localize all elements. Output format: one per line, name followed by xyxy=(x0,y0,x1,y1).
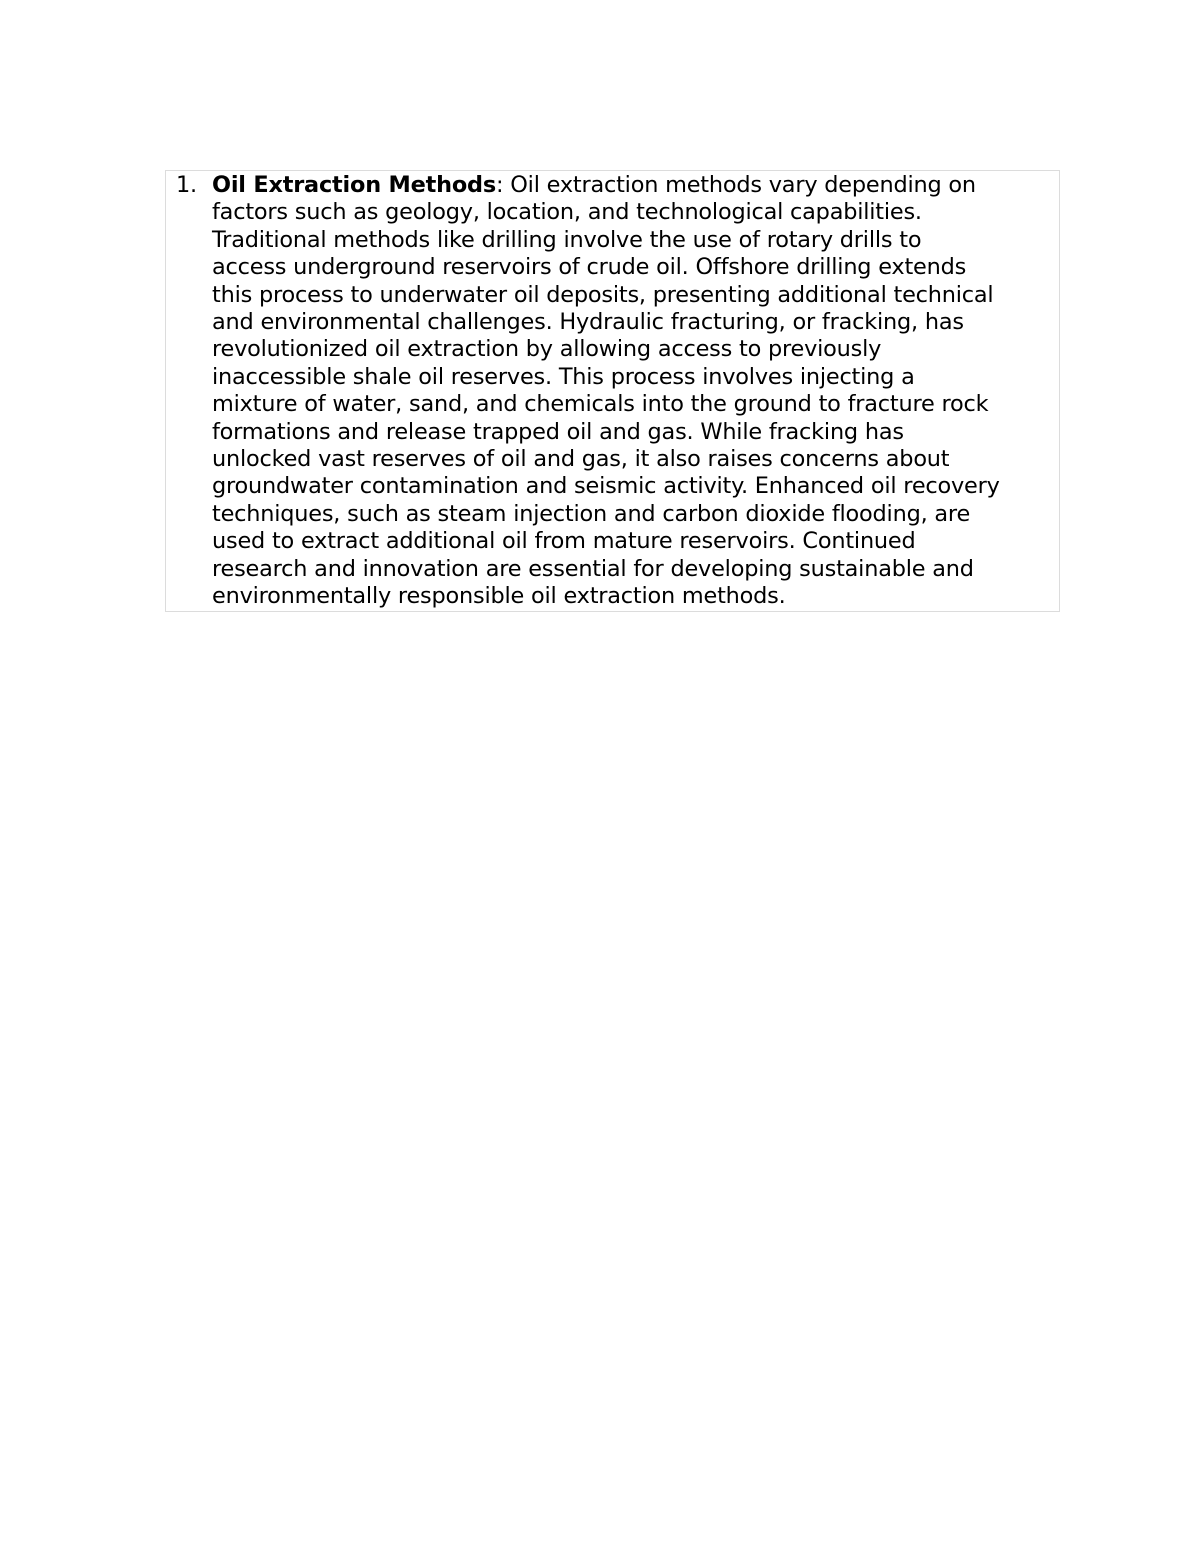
paragraph-line: this process to underwater oil deposits, presenting additional technical xyxy=(212,281,994,308)
list-item-first-line xyxy=(212,172,1060,199)
paragraph-line: factors such as geology, location, and technological capabilities. xyxy=(212,199,922,226)
paragraph-line: unlocked vast reserves of oil and gas, it also raises concerns about xyxy=(212,446,950,473)
paragraph-line: formations and release trapped oil and gas. While fracking has xyxy=(212,418,904,445)
paragraph-line: access underground reservoirs of crude oil. Offshore drilling extends xyxy=(212,254,967,281)
paragraph-line: Traditional methods like drilling involve the use of rotary drills to xyxy=(212,226,922,253)
content-box xyxy=(165,170,1060,612)
paragraph-line: inaccessible shale oil reserves. This process involves injecting a xyxy=(212,363,915,390)
list-item-title-suffix: : Oil extraction methods vary depending on xyxy=(496,172,976,198)
paragraph-line: environmentally responsible oil extraction methods. xyxy=(212,583,786,610)
paragraph-line: mixture of water, sand, and chemicals into the ground to fracture rock xyxy=(212,391,989,418)
list-item-number: 1. xyxy=(176,172,197,198)
paragraph-line: and environmental challenges. Hydraulic fracturing, or fracking, has xyxy=(212,309,964,336)
paragraph-line: research and innovation are essential for developing sustainable and xyxy=(212,555,974,582)
paragraph-line: revolutionized oil extraction by allowing access to previously xyxy=(212,336,882,363)
paragraph-line: techniques, such as steam injection and carbon dioxide flooding, are xyxy=(212,500,971,527)
paragraph-line: groundwater contamination and seismic activity. Enhanced oil recovery xyxy=(212,473,1000,500)
paragraph-line: used to extract additional oil from mature reservoirs. Continued xyxy=(212,528,916,555)
list-item-title: Oil Extraction Methods xyxy=(212,172,496,198)
list-item-body xyxy=(212,172,1060,611)
